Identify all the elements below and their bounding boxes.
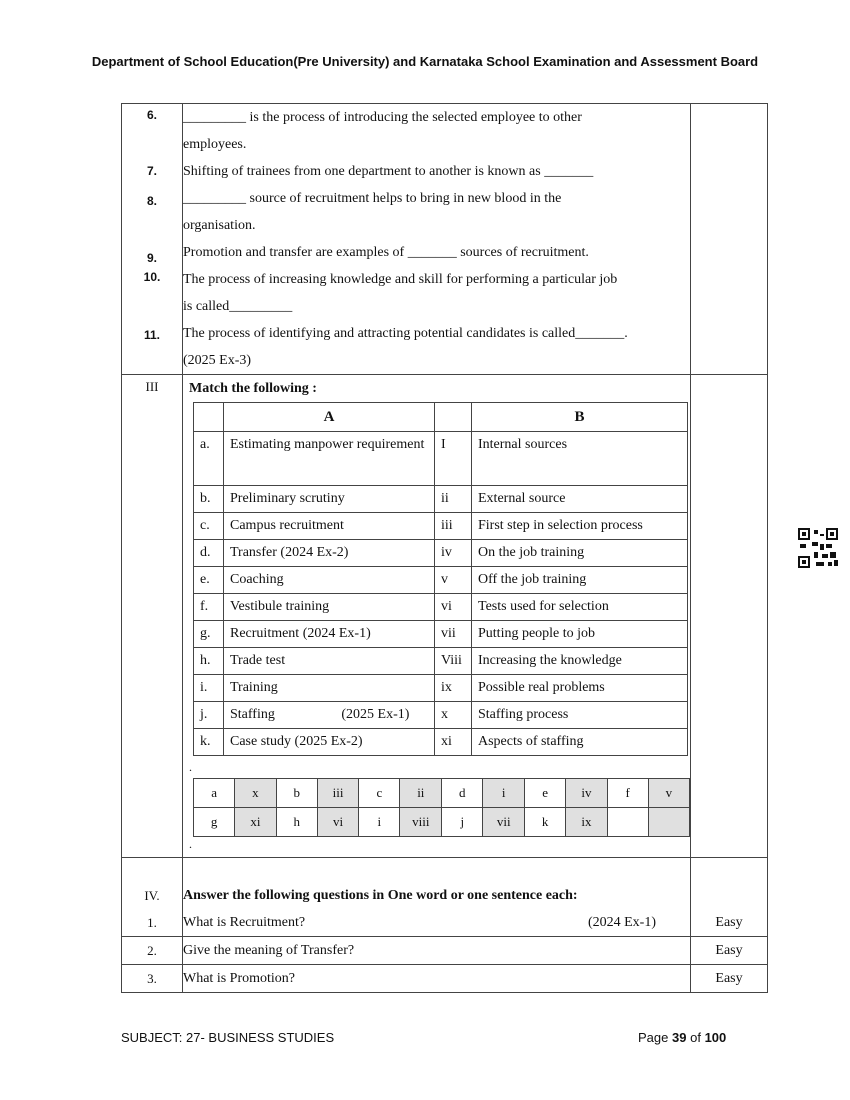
match-item-b: First step in selection process [472, 513, 688, 540]
match-item-b: Possible real problems [472, 675, 688, 702]
match-item-b: Putting people to job [472, 621, 688, 648]
answer-cell: viii [400, 808, 442, 837]
match-roman: xi [435, 729, 472, 756]
answer-cell: iv [566, 779, 607, 808]
page-word: Page [638, 1030, 669, 1045]
match-header-blank [435, 403, 472, 432]
match-roman: iii [435, 513, 472, 540]
match-item-b: Staffing process [472, 702, 688, 729]
q-num: 6. [146, 108, 157, 122]
dot-mark: . [189, 760, 192, 774]
difficulty-level: Easy [715, 915, 743, 930]
question-row [122, 937, 768, 965]
match-item-b: Aspects of staffing [472, 729, 688, 756]
match-roman: vii [435, 621, 472, 648]
match-item-b: External source [472, 486, 688, 513]
difficulty-level: Easy [691, 937, 768, 965]
match-letter: d. [194, 540, 224, 567]
match-roman: ix [435, 675, 472, 702]
match-row [194, 432, 688, 486]
section-number: III [122, 375, 183, 858]
q-num: 3. [122, 965, 183, 993]
section4-number-cell [122, 858, 183, 937]
question-line: Promotion and transfer are examples of _______ sources of recruitment. [183, 245, 589, 260]
question-text: What is Recruitment? [183, 915, 306, 930]
answer-cell: c [359, 779, 400, 808]
match-letter: i. [194, 675, 224, 702]
match-item-a: Training [224, 675, 435, 702]
match-item-a: Estimating manpower requirement [224, 432, 435, 486]
match-row [194, 702, 688, 729]
match-item-a: Campus recruitment [224, 513, 435, 540]
match-letter: a. [194, 432, 224, 486]
level-cell [691, 375, 768, 858]
match-header-row [194, 403, 688, 432]
match-row [194, 540, 688, 567]
match-letter: f. [194, 594, 224, 621]
match-item-a: Staffing (2025 Ex-1) [224, 702, 435, 729]
question-row [122, 965, 768, 993]
section4-content [183, 858, 691, 937]
answer-cell: i [483, 779, 525, 808]
match-item-b: Internal sources [472, 432, 688, 486]
match-row [194, 594, 688, 621]
question-line [183, 909, 690, 936]
q-num: 1. [147, 915, 157, 930]
match-roman: I [435, 432, 472, 486]
question-line: employees. [183, 137, 247, 152]
match-letter: g. [194, 621, 224, 648]
section4-row [122, 858, 768, 937]
answer-cell: xi [235, 808, 276, 837]
match-letter: k. [194, 729, 224, 756]
match-item-a: Transfer (2024 Ex-2) [224, 540, 435, 567]
question-table [121, 103, 768, 993]
answer-cell: b [276, 779, 317, 808]
answer-cell: x [235, 779, 276, 808]
dot-mark: . [189, 837, 192, 851]
match-roman: ii [435, 486, 472, 513]
match-letter: c. [194, 513, 224, 540]
match-roman: v [435, 567, 472, 594]
page-current: 39 [672, 1030, 687, 1045]
answer-cell: i [359, 808, 400, 837]
match-item-b: Tests used for selection [472, 594, 688, 621]
match-item-a: Trade test [224, 648, 435, 675]
q-num: 8. [146, 194, 157, 208]
answer-cell: ix [566, 808, 607, 837]
answer-cell: v [648, 779, 689, 808]
question-line: organisation. [183, 218, 256, 233]
answer-cell: ii [400, 779, 442, 808]
of-word: of [690, 1030, 701, 1045]
match-row [194, 729, 688, 756]
match-roman: vi [435, 594, 472, 621]
question-line: _________ source of recruitment helps to bring in new blood in the [183, 191, 562, 206]
match-letter: j. [194, 702, 224, 729]
section-number: IV. [144, 888, 160, 903]
section4-title: Answer the following questions in One word or one sentence each: [183, 888, 578, 903]
question-line: The process of identifying and attracting potential candidates is called_______. [183, 326, 628, 341]
answer-cell: f [607, 779, 648, 808]
match-roman: iv [435, 540, 472, 567]
match-section-row [122, 375, 768, 858]
fill-blanks-row [122, 104, 768, 375]
question-line: The process of increasing knowledge and skill for performing a particular job [183, 272, 618, 287]
question-tag: (2024 Ex-1) [587, 915, 656, 930]
match-row [194, 513, 688, 540]
match-title: Match the following : [189, 381, 317, 396]
match-item-a: Recruitment (2024 Ex-1) [224, 621, 435, 648]
match-item-a: Coaching [224, 567, 435, 594]
qr-code-icon [798, 528, 838, 568]
match-row [194, 567, 688, 594]
match-roman: x [435, 702, 472, 729]
match-roman: Viii [435, 648, 472, 675]
match-item-a: Case study (2025 Ex-2) [224, 729, 435, 756]
match-item-b: On the job training [472, 540, 688, 567]
answer-cell: e [525, 779, 566, 808]
question-text: Give the meaning of Transfer? [183, 937, 691, 965]
match-item-b: Increasing the knowledge [472, 648, 688, 675]
question-line: is called_________ [183, 299, 293, 314]
answer-row-1 [194, 779, 690, 808]
match-row [194, 648, 688, 675]
difficulty-level: Easy [691, 965, 768, 993]
answer-cell: iii [317, 779, 358, 808]
match-section-content [183, 375, 691, 858]
match-header-a: A [224, 403, 435, 432]
question-line: Shifting of trainees from one department to another is known as _______ [183, 164, 594, 179]
answer-key-table [193, 778, 690, 837]
fill-blanks-numbers [122, 104, 183, 375]
q-num: 9. [146, 251, 157, 265]
q-num: 7. [146, 164, 157, 178]
page-header: Department of School Education(Pre University) and Karnataka School Examination and Assessment Board [91, 54, 759, 69]
match-item-a: Vestibule training [224, 594, 435, 621]
answer-cell: h [276, 808, 317, 837]
q-num: 2. [122, 937, 183, 965]
match-row [194, 486, 688, 513]
question-text: What is Promotion? [183, 965, 691, 993]
page-total: 100 [704, 1030, 727, 1045]
answer-cell: k [525, 808, 566, 837]
match-header-b: B [472, 403, 688, 432]
answer-cell: d [442, 779, 483, 808]
level-cell [691, 104, 768, 375]
level-cell [691, 858, 768, 937]
match-letter: e. [194, 567, 224, 594]
match-table [193, 402, 688, 756]
answer-cell [607, 808, 648, 837]
answer-cell: j [442, 808, 483, 837]
match-header-blank [194, 403, 224, 432]
footer-page-number [638, 1030, 726, 1045]
question-line: _________ is the process of introducing the selected employee to other [183, 110, 582, 125]
footer-subject: SUBJECT: 27- BUSINESS STUDIES [121, 1030, 335, 1045]
match-letter: b. [194, 486, 224, 513]
match-row [194, 675, 688, 702]
answer-cell [648, 808, 689, 837]
match-letter: h. [194, 648, 224, 675]
answer-cell: a [194, 779, 235, 808]
question-line: (2025 Ex-3) [183, 353, 252, 368]
q-num: 11. [143, 328, 161, 342]
answer-cell: vii [483, 808, 525, 837]
match-item-a: Preliminary scrutiny [224, 486, 435, 513]
answer-row-2 [194, 808, 690, 837]
q-num: 10. [143, 270, 161, 284]
answer-cell: vi [317, 808, 358, 837]
fill-blanks-questions [183, 104, 691, 375]
match-item-b: Off the job training [472, 567, 688, 594]
answer-cell: g [194, 808, 235, 837]
match-row [194, 621, 688, 648]
